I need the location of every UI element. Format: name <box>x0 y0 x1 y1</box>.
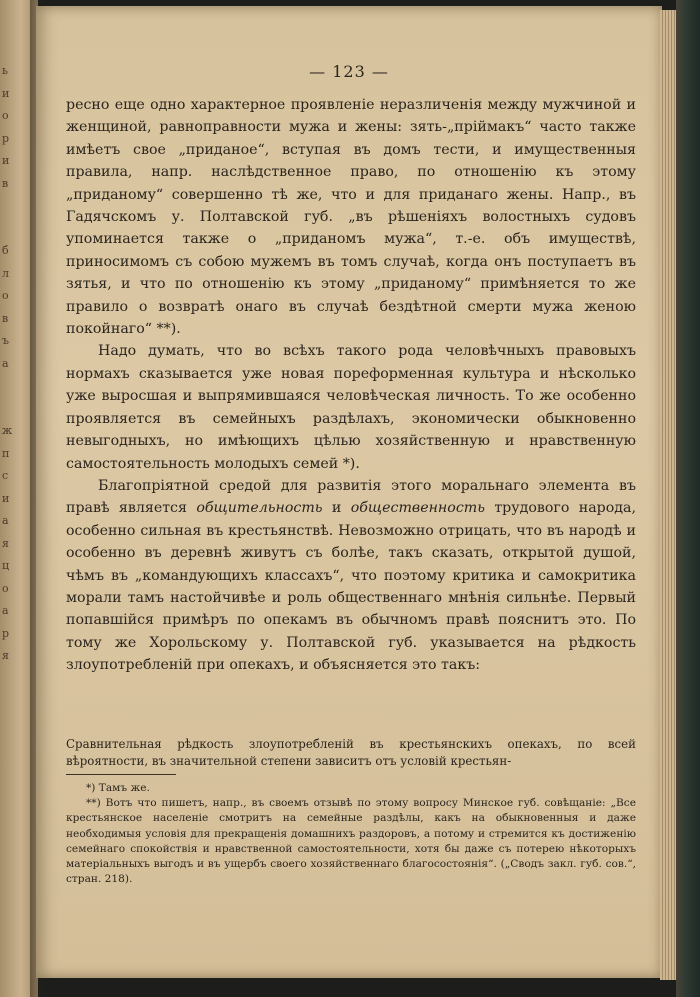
quoted-continuation: Сравнительная рѣдкость злоупотребленій въ крестьянскихъ опекахъ, по всей вѣроятности, въ значительной степени зависитъ отъ условій крестьян- <box>66 737 636 768</box>
footnote-divider <box>66 774 176 775</box>
paragraph-3-text-c: трудового народа, особенно сильная въ крестьянствѣ. Невозможно отрицать, что въ народѣ и особенно въ деревнѣ живутъ съ болѣе, такъ сказать, открытой душой, чѣмъ въ „командующихъ классахъ“, что поэтому критика и самокритика морали тамъ настойчивѣе и роль общественнаго мнѣнія сильнѣе. Первый попавшійся примѣръ по опекамъ въ обычномъ правѣ пояснитъ это. По тому же Хорольскому у. Полтавской губ. указывается на рѣдкость злоупотребленій при опекахъ, и объясняется это такъ: <box>66 500 637 674</box>
paragraph-3-emphasis-2: общественность <box>350 500 485 517</box>
paragraph-1: ресно еще одно характерное проявленіе неразличенія между мужчиной и женщиной, равноправности мужа и жены: зять-„пріймакъ“ часто также имѣетъ свое „приданое“, вступая въ домъ тести, и имущественныя правила, напр. наслѣдственное право, по отношенію къ этому „приданому“ совершенно тѣ же, что и для приданаго жены. Напр., въ Гадячскомъ у. Полтавской губ. „въ рѣшеніяхъ волостныхъ судовъ упоминается также о „приданомъ мужа“, т.-е. объ имуществѣ, приносимомъ съ собою мужемъ въ томъ случаѣ, когда онъ поступаетъ въ зятья, и что по отношенію къ этому „приданому“ примѣняется то же правило о возвратѣ онаго въ случаѣ бездѣтной смерти мужа женою покойнаго“ **). <box>66 97 636 338</box>
footnotes <box>66 781 636 887</box>
previous-page-text-fragment: ь и о р и в б л о в ъ а ж п с и а я ц о а р я <box>2 64 13 662</box>
footnote-2: **) Вотъ что пишетъ, напр., въ своемъ отзывѣ по этому вопросу Минское губ. совѣщаніе: „Все крестьянское населеніе смотритъ на семейные раздѣлы, какъ на обыкновенныя и даже необходимыя условія для прекращенія домашнихъ раздоровъ, а потому и стремится къ достиженію семейнаго спокойствія и нравственной самостоятельности, хотя бы даже съ потерею нѣкоторыхъ матеріальныхъ выгодъ и въ ущербъ своего хозяйственнаго благосостоянія“. („Сводъ закл. губ. сов.“, стран. 218). <box>66 797 636 886</box>
page-number: — 123 — <box>309 62 389 81</box>
paragraph-2: Надо думать, что во всѣхъ такого рода человѣчныхъ правовыхъ нормахъ сказывается уже новая пореформенная культура и нѣсколько уже выросшая и выпрямившаяся человѣческая личность. То же особенно проявляется въ семейныхъ раздѣлахъ, экономически обыкновенно невыгодныхъ, но имѣющихъ цѣлью хозяйственную и нравственную самостоятельность молодыхъ семей *). <box>66 343 636 472</box>
paragraph-3-emphasis-1: общительность <box>196 500 323 517</box>
main-text <box>66 94 636 677</box>
book-cover-edge <box>676 0 700 997</box>
paragraph-3 <box>66 475 636 677</box>
footnote-1: *) Тамъ же. <box>86 782 150 794</box>
book-page <box>36 6 662 978</box>
paragraph-3-text-b: и <box>322 500 351 517</box>
paragraph-3-text-a: Благопріятной средой для развитія этого моральнаго элемента въ правѣ является <box>66 477 636 517</box>
